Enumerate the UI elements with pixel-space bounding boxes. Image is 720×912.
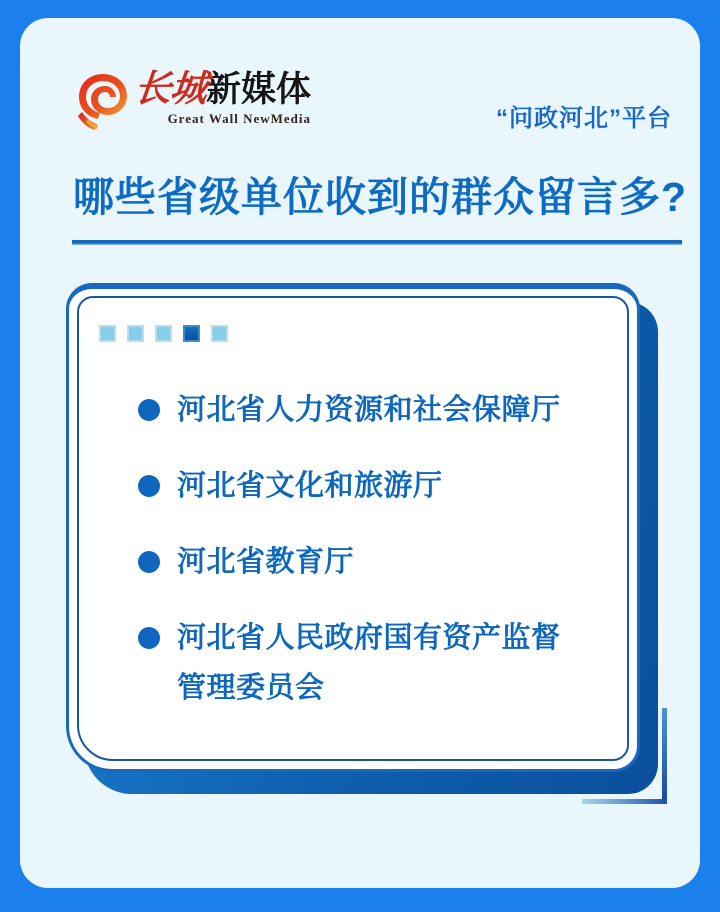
unit-name-line: 河北省人力资源和社会保障厅 xyxy=(177,394,561,426)
logo-text-block xyxy=(131,69,312,127)
list-item xyxy=(138,461,598,511)
platform-label: “问政河北”平台 xyxy=(496,105,672,132)
unit-name-line: 河北省人民政府国有资产监督 xyxy=(177,622,561,654)
list-item xyxy=(138,613,598,713)
decor-square xyxy=(155,325,172,342)
decor-square-highlight xyxy=(183,325,200,342)
decor-square xyxy=(211,325,228,342)
unit-name xyxy=(177,385,561,435)
great-wall-swirl-icon xyxy=(76,72,130,132)
title-underline xyxy=(72,240,682,245)
corner-bracket-horizontal xyxy=(582,799,667,804)
bullet-icon xyxy=(138,399,160,421)
decor-squares xyxy=(99,325,228,342)
unit-list xyxy=(138,385,598,739)
decor-square xyxy=(99,325,116,342)
logo-cn-bold: 新媒体 xyxy=(206,70,312,109)
logo-cn-line xyxy=(131,69,312,110)
unit-name-line: 管理委员会 xyxy=(177,672,325,704)
page-title: 哪些省级单位收到的群众留言多? xyxy=(72,174,688,220)
unit-name xyxy=(177,461,443,511)
logo-cn-script: 长城 xyxy=(131,69,209,110)
decor-square xyxy=(127,325,144,342)
list-item xyxy=(138,385,598,435)
unit-name-line: 河北省文化和旅游厅 xyxy=(177,470,443,502)
unit-name-line: 河北省教育厅 xyxy=(177,546,355,578)
unit-name xyxy=(177,613,561,713)
unit-name xyxy=(177,537,354,587)
logo-tagline: Great Wall NewMedia xyxy=(167,111,312,126)
bullet-icon xyxy=(138,551,160,573)
message-units-card xyxy=(66,283,640,772)
list-item xyxy=(138,537,598,587)
bullet-icon xyxy=(138,475,160,497)
corner-bracket-vertical xyxy=(662,708,667,804)
brand-logo xyxy=(76,70,311,132)
bullet-icon xyxy=(138,627,160,649)
